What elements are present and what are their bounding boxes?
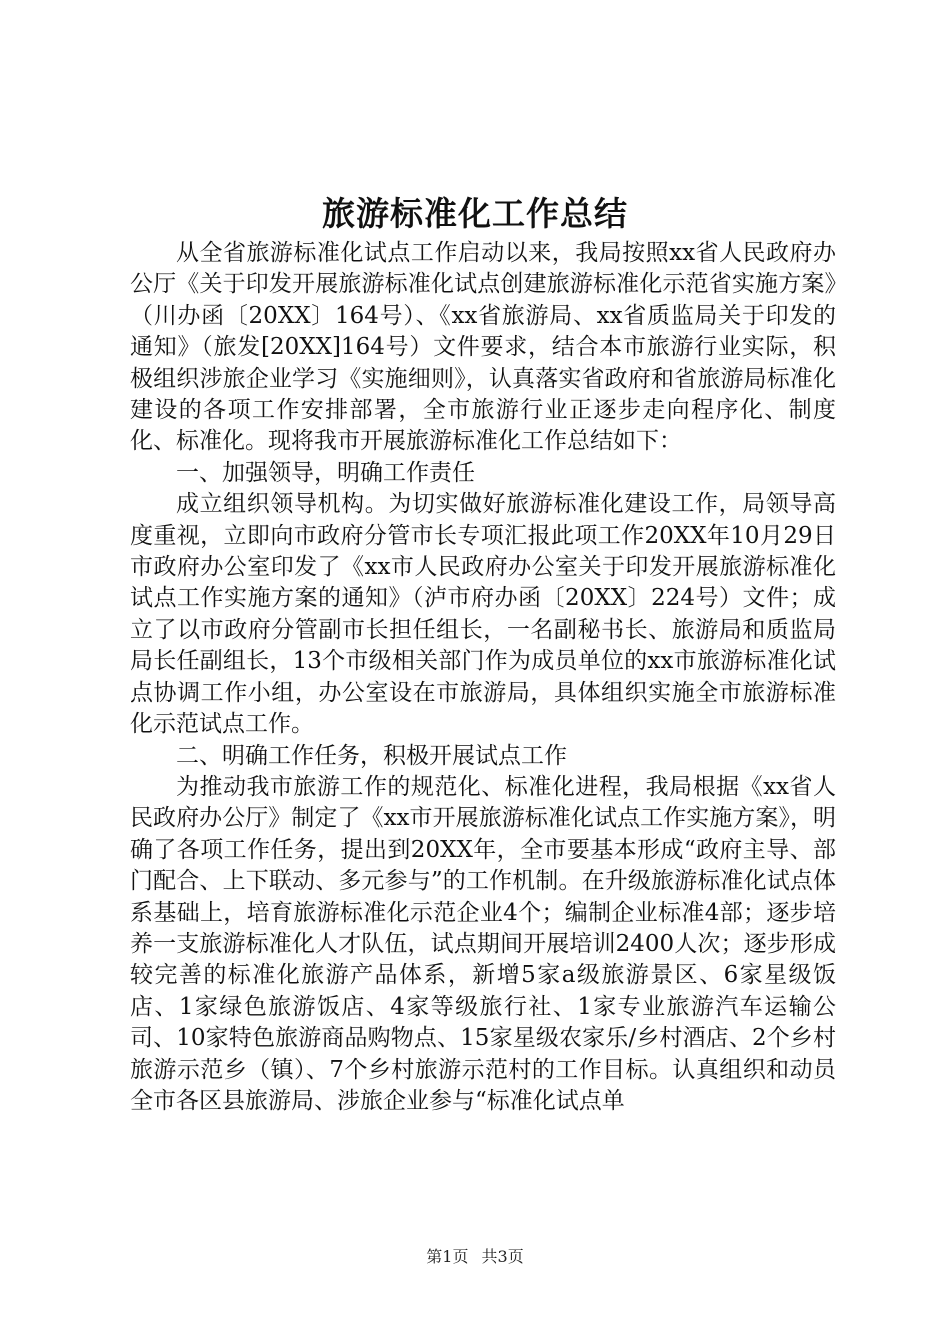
page-number: 第1页	[426, 1247, 469, 1266]
page-total: 共3页	[481, 1247, 524, 1266]
paragraph-intro: 从全省旅游标准化试点工作启动以来，我局按照xx省人民政府办公厅《关于印发开展旅游标准化试点创建旅游标准化示范省实施方案》（川办函〔20XX〕164号）、《xx省旅游局、xx省质监局关于印发的通知》（旅发[20XX]164号）文件要求，结合本市旅游行业实际，积极组织涉旅企业学习《实施细则》，认真落实省政府和省旅游局标准化建设的各项工作安排部署，全市旅游行业正逐步走向程序化、制度化、标准化。现将我市开展旅游标准化工作总结如下：	[130, 240, 836, 455]
section-heading-1: 一、加强领导，明确工作责任	[176, 459, 475, 486]
section-heading-2: 二、明确工作任务，积极开展试点工作	[176, 742, 567, 769]
page-footer	[0, 1244, 950, 1267]
paragraph-section-1: 成立组织领导机构。为切实做好旅游标准化建设工作，局领导高度重视，立即向市政府分管市长专项汇报此项工作20XX年10月29日市政府办公室印发了《xx市人民政府办公室关于印发开展旅游标准化试点工作实施方案的通知》（泸市府办函〔20XX〕224号）文件；成立了以市政府分管副市长担任组长，一名副秘书长、旅游局和质监局局长任副组长，13个市级相关部门作为成员单位的xx市旅游标准化试点协调工作小组，办公室设在市旅游局，具体组织实施全市旅游标准化示范试点工作。	[130, 491, 836, 738]
paragraph-section-2: 为推动我市旅游工作的规范化、标准化进程，我局根据《xx省人民政府办公厅》制定了《xx市开展旅游标准化试点工作实施方案》，明确了各项工作任务，提出到20XX年，全市要基本形成“政府主导、部门配合、上下联动、多元参与”的工作机制。在升级旅游标准化试点体系基础上，培育旅游标准化示范企业4个；编制企业标准4部；逐步培养一支旅游标准化人才队伍，试点期间开展培训2400人次；逐步形成较完善的标准化旅游产品体系，新增5家a级旅游景区、6家星级饭店、1家绿色旅游饭店、4家等级旅行社、1家专业旅游汽车运输公司、10家特色旅游商品购物点、15家星级农家乐/乡村酒店、2个乡村旅游示范乡（镇）、7个乡村旅游示范村的工作目标。认真组织和动员全市各区县旅游局、涉旅企业参与“标准化试点单	[130, 773, 836, 1114]
document-body	[130, 238, 836, 1117]
document-title: 旅游标准化工作总结	[322, 194, 628, 233]
